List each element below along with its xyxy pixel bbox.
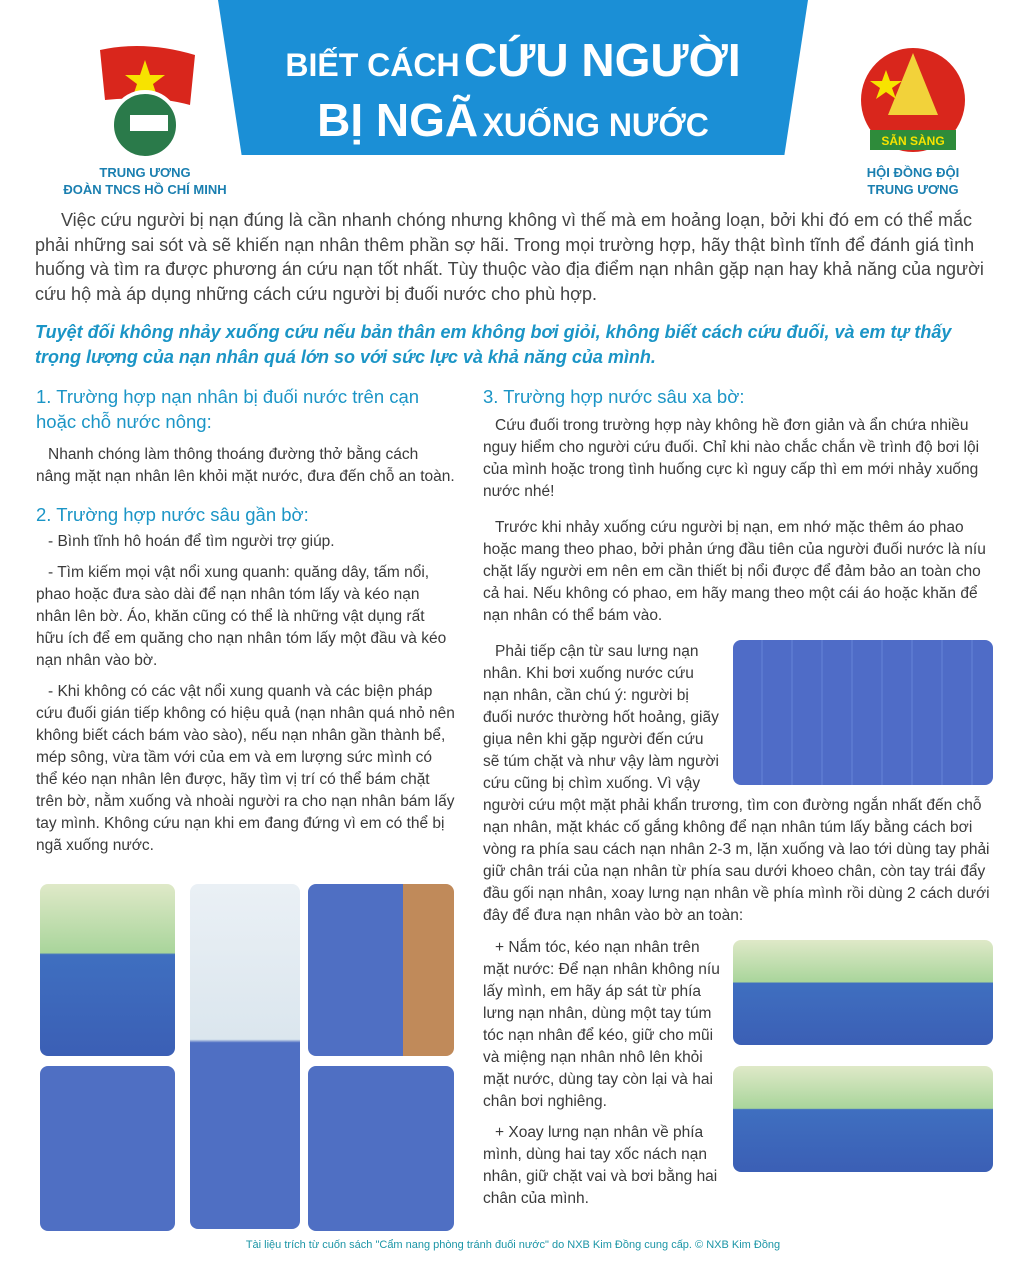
left-logo-caption: TRUNG ƯƠNG ĐOÀN TNCS HỒ CHÍ MINH	[63, 165, 227, 197]
section-3-text: Phải tiếp cận từ sau lưng nạn nhân. Khi bơi xuống nước cứu nạn nhân, cần chú ý: người bị đuối nước thường hốt hoảng, giãy giụa nên khi gặp người đến cứu sẽ túm chặt và như vậy làm người cứu cũng bị chìm xuống. Vì vậy người cứu một mặt phải khẩn trương, tìm con đường ngắn nhất đến chỗ nạn nhân, mặt khác cố gắng không để nạn nhân túm lấy bằng cách bơi vòng ra phía sau cách nạn nhân 2-3 m, lặn xuống và lao tới dùng tay phải giữ chân trái của nạn nhân từ phía sau dưới khoeo chân, còn tay trái đẩy đầu gối nạn nhân, xoay lưng nạn nhân về phía mình rồi dùng 2 cách dưới đây để đưa nạn nhân vào bờ an toàn:	[483, 643, 990, 924]
right-logo-caption: HỘI ĐỒNG ĐỘI TRUNG ƯƠNG	[866, 165, 960, 197]
youth-union-logo	[95, 45, 200, 165]
section-2-text: - Bình tĩnh hô hoán để tìm người trợ giúp.	[48, 533, 335, 550]
illustration-rope-rescue	[40, 884, 175, 1056]
section-3-heading: 3. Trường hợp nước sâu xa bờ:	[483, 386, 745, 407]
section-3-text: + Xoay lưng nạn nhân về phía mình, dùng hai tay xốc nách nạn nhân, giữ chặt vai và bơi bằng hai chân của mình.	[483, 1124, 718, 1207]
pioneer-logo	[858, 45, 968, 165]
warning-text: Tuyệt đối không nhảy xuống cứu nếu bản thân em không bơi giỏi, không biết cách cứu đuối, và em tự thấy trọng lượng của nạn nhân quá lớn so với sức lực và khả năng của mình.	[35, 322, 952, 367]
ribbon-text: SẴN SÀNG	[881, 134, 945, 148]
illustration-dive-approach	[733, 640, 993, 785]
section-1-heading: 1. Trường hợp nạn nhân bị đuối nước trên cạn hoặc chỗ nước nông:	[36, 386, 420, 432]
section-3-text: Trước khi nhảy xuống cứu người bị nạn, em nhớ mặc thêm áo phao hoặc mang theo phao, bởi phản ứng đầu tiên của người đuối nước là níu chặt lấy người em nên em cần thiết bị nổi được để đảm bảo an toàn cho cả hai. Nếu không có phao, em hãy mang theo một cái áo hoặc khăn để nạn nhân có thể bám vào.	[483, 519, 986, 624]
illustrations-towing	[733, 940, 993, 1172]
left-column	[36, 384, 456, 866]
section-3-text: Cứu đuối trong trường hợp này không hề đơn giản và ẩn chứa nhiều nguy hiểm cho người cứu đuối. Chỉ khi nào chắc chắn về trình độ bơi lội của mình hoặc trong tình huống cực kì nguy cấp thì em mới nhảy xuống nước nhé!	[483, 417, 980, 500]
section-2-text: - Tìm kiếm mọi vật nổi xung quanh: quăng dây, tấm nổi, phao hoặc đưa sào dài để nạn nhân tóm lấy và kéo nạn nhân lên bờ. Áo, khăn cũng có thể là những vật dụng rất hữu ích để em quăng cho nạn nhân tóm lấy một đầu và kéo nạn nhân vào bờ.	[36, 564, 447, 669]
illustration-buoy-throw	[308, 884, 454, 1056]
intro-paragraph: Việc cứu người bị nạn đúng là cần nhanh chóng nhưng không vì thế mà em hoảng loạn, bởi khi đó em có thể mắc phải những sai sót và sẽ khiến nạn nhân thêm phần sợ hãi. Trong mọi trường hợp, hãy thật bình tĩnh để đánh giá tình huống và tìm ra được phương án cứu nạn tốt nhất. Tùy thuộc vào địa điểm nạn nhân gặp nạn hay khả năng của người cứu hộ mà áp dụng những cách cứu người bị đuối nước cho phù hợp.	[35, 210, 984, 304]
section-1-text: Nhanh chóng làm thông thoáng đường thở bằng cách nâng mặt nạn nhân lên khỏi mặt nước, đưa đến chỗ an toàn.	[36, 446, 455, 485]
illustration-armpit-tow	[733, 1066, 993, 1172]
illustration-pier-pole	[190, 884, 300, 1229]
illustration-hair-tow	[733, 940, 993, 1045]
right-column	[483, 384, 993, 1219]
section-2-text: - Khi không có các vật nổi xung quanh và các biện pháp cứu đuối gián tiếp không có hiệu quả (nạn nhân quá nhỏ nên không biết cách bám vào sào), nếu nạn nhân gần thành bể, mép sông, vừa tầm với của em và em lượng sức mình có thể kéo nạn nhân lên được, hãy tìm vị trí có thể bám chặt trên bờ, nằm xuống và nhoài người ra cho nạn nhân bám lấy tay mình. Không cứu nạn khi em đang đứng vì em có thể bị ngã xuống nước.	[36, 683, 455, 854]
source-footer: Tài liệu trích từ cuốn sách "Cẩm nang phòng tránh đuối nước" do NXB Kim Đồng cung cấp. © NXB Kim Đồng	[245, 1239, 781, 1251]
illustration-board-rescue	[40, 1066, 175, 1231]
page-title: BIẾT CÁCH CỨU NGƯỜI BỊ NGÃ XUỐNG NƯỚC	[285, 34, 741, 146]
section-2-heading: 2. Trường hợp nước sâu gần bờ:	[36, 504, 309, 525]
illustration-boat-rescue	[308, 1066, 454, 1231]
section-3-text: + Nắm tóc, kéo nạn nhân trên mặt nước: Để nạn nhân không níu lấy mình, em hãy áp sát từ phía lưng nạn nhân, dùng một tay túm tóc nạn nhân để kéo, giữ cho mũi và miệng nạn nhân nhô lên khỏi mặt nước, dùng tay còn lại và hai chân bơi nghiêng.	[483, 939, 720, 1110]
